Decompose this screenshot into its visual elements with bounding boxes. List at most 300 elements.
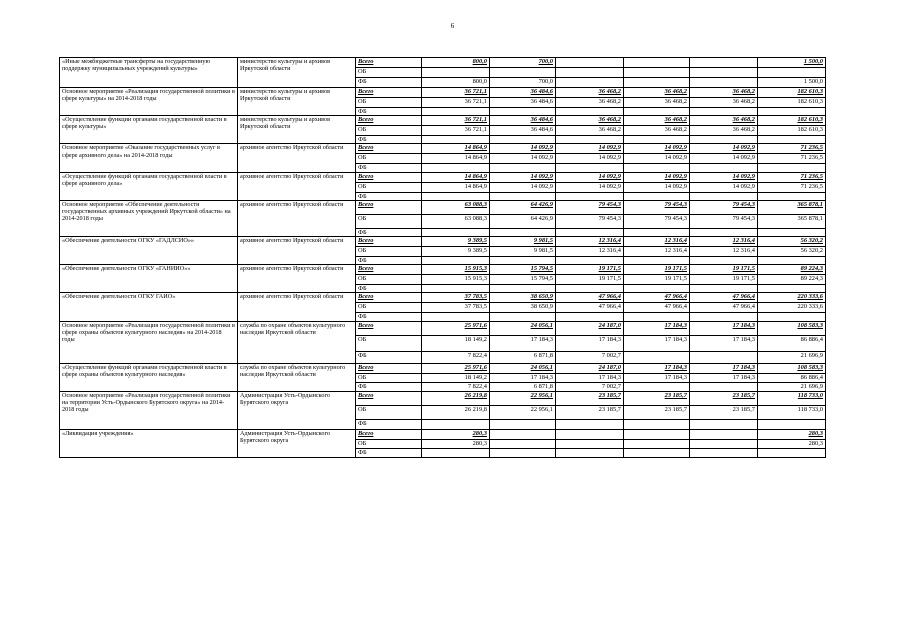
funding-source: ОБ — [356, 247, 422, 257]
funding-source: Всего — [356, 172, 422, 182]
year-amount — [490, 429, 556, 439]
year-amount: 47 966,4 — [690, 303, 758, 313]
year-amount: 63 088,3 — [422, 200, 490, 214]
year-amount: 14 864,9 — [422, 172, 490, 182]
year-amount: 79 454,3 — [556, 200, 624, 214]
year-amount — [556, 108, 624, 116]
year-amount — [690, 164, 758, 172]
year-amount — [690, 257, 758, 265]
funding-source: ОБ — [356, 405, 422, 419]
year-amount — [624, 164, 690, 172]
year-amount — [556, 228, 624, 236]
year-amount: 12 316,4 — [556, 237, 624, 247]
year-amount — [422, 164, 490, 172]
total-amount: 182 610,3 — [758, 88, 826, 98]
funding-source: ФБ — [356, 78, 422, 88]
total-amount: 182 610,3 — [758, 116, 826, 126]
total-amount: 182 610,3 — [758, 126, 826, 136]
year-amount — [422, 228, 490, 236]
total-amount: 118 733,0 — [758, 391, 826, 405]
year-amount: 79 454,3 — [624, 214, 690, 228]
year-amount: 18 149,2 — [422, 373, 490, 382]
year-amount: 36 468,2 — [556, 98, 624, 108]
year-amount: 79 454,3 — [690, 214, 758, 228]
year-amount: 23 185,7 — [690, 405, 758, 419]
total-amount: 71 236,5 — [758, 154, 826, 164]
total-amount: 71 236,5 — [758, 182, 826, 192]
funding-source: ОБ — [356, 68, 422, 78]
total-amount: 280,3 — [758, 439, 826, 448]
funding-source: ОБ — [356, 303, 422, 313]
year-amount: 9 981,5 — [490, 247, 556, 257]
year-amount: 36 721,1 — [422, 116, 490, 126]
activity-name: «Осуществление функций органами государственной власти в сфере охраны объектов культурного наследия» — [60, 363, 238, 391]
year-amount: 17 184,3 — [490, 335, 556, 351]
funding-source: ОБ — [356, 126, 422, 136]
year-amount — [690, 192, 758, 200]
year-amount — [690, 448, 758, 457]
funding-source: ФБ — [356, 419, 422, 429]
year-amount: 79 454,3 — [556, 214, 624, 228]
total-amount — [758, 419, 826, 429]
total-amount: 71 236,5 — [758, 172, 826, 182]
year-amount: 22 956,1 — [490, 391, 556, 405]
year-amount: 23 185,7 — [556, 391, 624, 405]
year-amount — [556, 68, 624, 78]
year-amount: 14 092,9 — [690, 182, 758, 192]
year-amount: 15 915,3 — [422, 265, 490, 275]
year-amount — [624, 68, 690, 78]
total-amount: 118 733,0 — [758, 405, 826, 419]
year-amount: 36 468,2 — [690, 98, 758, 108]
year-amount: 14 864,9 — [422, 144, 490, 154]
funding-source: Всего — [356, 265, 422, 275]
year-amount — [556, 448, 624, 457]
year-amount: 17 184,3 — [624, 363, 690, 373]
table-row-total — [60, 88, 826, 98]
year-amount: 64 426,9 — [490, 200, 556, 214]
year-amount: 18 149,2 — [422, 335, 490, 351]
year-amount: 79 454,3 — [624, 200, 690, 214]
year-amount — [624, 228, 690, 236]
total-amount — [758, 257, 826, 265]
year-amount: 47 966,4 — [690, 293, 758, 303]
year-amount: 17 184,3 — [624, 373, 690, 382]
year-amount: 14 092,9 — [690, 144, 758, 154]
year-amount — [690, 78, 758, 88]
total-amount: 89 224,3 — [758, 265, 826, 275]
year-amount: 19 171,5 — [556, 265, 624, 275]
year-amount: 9 981,5 — [490, 237, 556, 247]
year-amount: 15 794,5 — [490, 275, 556, 285]
year-amount: 25 971,6 — [422, 321, 490, 335]
responsible-executor: служба по охране объектов культурного наследия Иркутской области — [238, 363, 356, 391]
year-amount: 36 468,2 — [556, 116, 624, 126]
year-amount — [624, 58, 690, 68]
total-amount — [758, 228, 826, 236]
year-amount — [490, 164, 556, 172]
total-amount: 21 696,9 — [758, 351, 826, 363]
year-amount: 36 721,1 — [422, 88, 490, 98]
year-amount: 12 316,4 — [624, 237, 690, 247]
responsible-executor: архивное агентство Иркутской области — [238, 144, 356, 172]
year-amount: 14 092,9 — [556, 172, 624, 182]
year-amount: 19 171,5 — [624, 275, 690, 285]
year-amount — [490, 108, 556, 116]
table-row-total — [60, 321, 826, 335]
year-amount: 23 185,7 — [624, 391, 690, 405]
funding-source: ФБ — [356, 228, 422, 236]
year-amount: 36 468,2 — [690, 116, 758, 126]
year-amount — [624, 78, 690, 88]
year-amount: 47 966,4 — [624, 293, 690, 303]
year-amount: 36 468,2 — [624, 88, 690, 98]
year-amount: 24 187,0 — [556, 363, 624, 373]
year-amount: 14 092,9 — [556, 182, 624, 192]
year-amount: 36 468,2 — [624, 116, 690, 126]
year-amount — [624, 439, 690, 448]
year-amount: 36 468,2 — [556, 126, 624, 136]
responsible-executor: архивное агентство Иркутской области — [238, 237, 356, 265]
year-amount: 17 184,3 — [690, 373, 758, 382]
year-amount: 14 092,9 — [624, 154, 690, 164]
year-amount — [624, 285, 690, 293]
year-amount — [556, 429, 624, 439]
year-amount: 14 092,9 — [490, 144, 556, 154]
year-amount: 6 871,8 — [490, 351, 556, 363]
year-amount — [624, 192, 690, 200]
total-amount: 21 696,9 — [758, 382, 826, 391]
year-amount — [556, 136, 624, 144]
total-amount: 1 500,0 — [758, 78, 826, 88]
year-amount: 36 484,6 — [490, 98, 556, 108]
year-amount: 19 171,5 — [556, 275, 624, 285]
table-row-total — [60, 172, 826, 182]
year-amount — [556, 164, 624, 172]
year-amount — [422, 313, 490, 321]
funding-source: ФБ — [356, 351, 422, 363]
funding-source: Всего — [356, 429, 422, 439]
year-amount: 17 184,3 — [624, 335, 690, 351]
table-row-total — [60, 144, 826, 154]
responsible-executor: служба по охране объектов культурного наследия Иркутской области — [238, 321, 356, 363]
year-amount: 7 822,4 — [422, 351, 490, 363]
year-amount: 47 966,4 — [556, 303, 624, 313]
year-amount — [624, 313, 690, 321]
year-amount: 38 650,9 — [490, 303, 556, 313]
year-amount — [422, 136, 490, 144]
year-amount — [624, 136, 690, 144]
activity-name: Основное мероприятие «Оказание государственных услуг в сфере архивного дела» на 2014-2018 годы — [60, 144, 238, 172]
total-amount: 220 333,6 — [758, 303, 826, 313]
year-amount: 36 484,6 — [490, 88, 556, 98]
year-amount — [556, 58, 624, 68]
funding-source: Всего — [356, 200, 422, 214]
funding-source: ОБ — [356, 335, 422, 351]
table-row-total — [60, 58, 826, 68]
funding-source: ФБ — [356, 108, 422, 116]
year-amount: 14 092,9 — [624, 182, 690, 192]
activity-name: «Иные межбюджетные трансферты на государственную поддержку муниципальных учреждений культуры» — [60, 58, 238, 88]
year-amount: 6 871,8 — [490, 382, 556, 391]
year-amount — [490, 419, 556, 429]
year-amount: 37 783,5 — [422, 303, 490, 313]
total-amount — [758, 448, 826, 457]
year-amount — [690, 382, 758, 391]
funding-source: ФБ — [356, 313, 422, 321]
year-amount: 17 184,3 — [490, 373, 556, 382]
budget-table — [59, 57, 826, 458]
total-amount: 220 333,6 — [758, 293, 826, 303]
table-row-total — [60, 363, 826, 373]
year-amount: 14 864,9 — [422, 182, 490, 192]
activity-name: Основное мероприятие «Реализация государственной политики в сфере охраны объектов культурного наследия» на 2014-2018 годы — [60, 321, 238, 363]
funding-source: ФБ — [356, 136, 422, 144]
year-amount: 280,3 — [422, 439, 490, 448]
funding-source: Всего — [356, 88, 422, 98]
year-amount — [556, 192, 624, 200]
year-amount: 36 468,2 — [624, 126, 690, 136]
year-amount — [490, 439, 556, 448]
responsible-executor: архивное агентство Иркутской области — [238, 172, 356, 200]
table-row-total — [60, 265, 826, 275]
table-row-total — [60, 200, 826, 214]
year-amount — [690, 68, 758, 78]
year-amount: 14 092,9 — [490, 154, 556, 164]
year-amount: 14 092,9 — [556, 154, 624, 164]
total-amount: 365 878,1 — [758, 214, 826, 228]
responsible-executor: архивное агентство Иркутской области — [238, 200, 356, 236]
year-amount: 800,0 — [422, 78, 490, 88]
year-amount: 14 092,9 — [690, 172, 758, 182]
table-row-total — [60, 237, 826, 247]
total-amount: 56 320,2 — [758, 247, 826, 257]
activity-name: «Обеспечение деятельности ОГКУ «ГАДЛСИО»» — [60, 237, 238, 265]
total-amount: 56 320,2 — [758, 237, 826, 247]
year-amount — [690, 419, 758, 429]
year-amount: 14 092,9 — [624, 172, 690, 182]
year-amount — [490, 68, 556, 78]
year-amount: 26 219,8 — [422, 391, 490, 405]
total-amount: 89 224,3 — [758, 275, 826, 285]
funding-source: Всего — [356, 293, 422, 303]
year-amount — [690, 313, 758, 321]
year-amount: 17 184,3 — [556, 373, 624, 382]
year-amount: 23 185,7 — [624, 405, 690, 419]
year-amount — [490, 228, 556, 236]
funding-source: Всего — [356, 391, 422, 405]
funding-source: ФБ — [356, 448, 422, 457]
year-amount: 14 092,9 — [690, 154, 758, 164]
year-amount: 36 468,2 — [624, 98, 690, 108]
year-amount — [422, 192, 490, 200]
total-amount: 365 878,1 — [758, 200, 826, 214]
activity-name: «Обеспечение деятельности ОГКУ «ГАНИИО»» — [60, 265, 238, 293]
funding-source: ОБ — [356, 154, 422, 164]
year-amount: 36 721,1 — [422, 98, 490, 108]
year-amount: 36 468,2 — [556, 88, 624, 98]
year-amount — [490, 448, 556, 457]
year-amount — [422, 285, 490, 293]
responsible-executor: архивное агентство Иркутской области — [238, 265, 356, 293]
year-amount: 23 185,7 — [690, 391, 758, 405]
year-amount: 36 468,2 — [690, 126, 758, 136]
funding-source: ОБ — [356, 98, 422, 108]
year-amount — [690, 285, 758, 293]
year-amount: 12 316,4 — [624, 247, 690, 257]
year-amount: 19 171,5 — [690, 265, 758, 275]
year-amount — [690, 108, 758, 116]
year-amount — [690, 136, 758, 144]
year-amount — [556, 285, 624, 293]
year-amount: 14 092,9 — [490, 182, 556, 192]
year-amount: 14 092,9 — [556, 144, 624, 154]
year-amount: 15 915,3 — [422, 275, 490, 285]
year-amount — [690, 58, 758, 68]
table-row-total — [60, 391, 826, 405]
year-amount — [556, 439, 624, 448]
year-amount: 14 092,9 — [624, 144, 690, 154]
activity-name: «Ликвидация учреждения» — [60, 429, 238, 457]
year-amount — [690, 429, 758, 439]
funding-source: Всего — [356, 58, 422, 68]
total-amount: 86 886,4 — [758, 373, 826, 382]
year-amount: 36 468,2 — [690, 88, 758, 98]
year-amount: 22 956,1 — [490, 405, 556, 419]
year-amount: 280,3 — [422, 429, 490, 439]
year-amount — [624, 351, 690, 363]
page-number: 6 — [450, 22, 455, 30]
funding-source: Всего — [356, 144, 422, 154]
total-amount — [758, 192, 826, 200]
total-amount — [758, 164, 826, 172]
activity-name: «Осуществление функции органами государственной власти в сфере культуры» — [60, 116, 238, 144]
year-amount — [556, 257, 624, 265]
activity-name: «Осуществление функций органами государственной власти в сфере архивного дела» — [60, 172, 238, 200]
year-amount — [624, 429, 690, 439]
total-amount — [758, 68, 826, 78]
year-amount: 17 184,3 — [624, 321, 690, 335]
year-amount: 700,0 — [490, 58, 556, 68]
year-amount — [490, 313, 556, 321]
year-amount: 9 389,5 — [422, 237, 490, 247]
year-amount — [556, 419, 624, 429]
year-amount: 38 650,9 — [490, 293, 556, 303]
year-amount: 12 316,4 — [690, 237, 758, 247]
year-amount: 24 056,1 — [490, 363, 556, 373]
year-amount — [690, 228, 758, 236]
year-amount: 17 184,3 — [690, 363, 758, 373]
responsible-executor: Администрация Усть-Ордынского Бурятского округа — [238, 429, 356, 457]
total-amount: 280,3 — [758, 429, 826, 439]
year-amount: 7 002,7 — [556, 351, 624, 363]
year-amount: 14 092,9 — [490, 172, 556, 182]
year-amount: 23 185,7 — [556, 405, 624, 419]
year-amount — [422, 448, 490, 457]
year-amount — [422, 257, 490, 265]
funding-source: ОБ — [356, 439, 422, 448]
total-amount: 1 500,0 — [758, 58, 826, 68]
total-amount — [758, 108, 826, 116]
year-amount — [422, 108, 490, 116]
responsible-executor: Администрация Усть-Ордынского Бурятского округа — [238, 391, 356, 429]
year-amount: 36 484,6 — [490, 116, 556, 126]
year-amount: 17 184,3 — [690, 321, 758, 335]
total-amount — [758, 136, 826, 144]
funding-source: Всего — [356, 321, 422, 335]
funding-source: Всего — [356, 237, 422, 247]
activity-name: «Обеспечение деятельности ОГКУ ГАИО» — [60, 293, 238, 321]
year-amount: 25 971,6 — [422, 363, 490, 373]
table-row-total — [60, 429, 826, 439]
year-amount — [490, 257, 556, 265]
year-amount — [490, 192, 556, 200]
responsible-executor: министерство культуры и архивов Иркутской области — [238, 58, 356, 88]
year-amount: 26 219,8 — [422, 405, 490, 419]
funding-source: Всего — [356, 363, 422, 373]
year-amount: 47 966,4 — [556, 293, 624, 303]
activity-name: Основное мероприятие «Реализация государственной политики в сфере культуры» на 2014-2018 годы — [60, 88, 238, 116]
year-amount: 17 184,3 — [690, 335, 758, 351]
year-amount: 14 864,9 — [422, 154, 490, 164]
year-amount: 15 794,5 — [490, 265, 556, 275]
year-amount: 12 316,4 — [690, 247, 758, 257]
funding-source: ОБ — [356, 275, 422, 285]
year-amount — [624, 419, 690, 429]
year-amount: 7 002,7 — [556, 382, 624, 391]
total-amount: 86 886,4 — [758, 335, 826, 351]
year-amount: 17 184,3 — [556, 335, 624, 351]
total-amount: 71 236,5 — [758, 144, 826, 154]
year-amount: 12 316,4 — [556, 247, 624, 257]
year-amount — [490, 285, 556, 293]
year-amount — [490, 136, 556, 144]
year-amount — [422, 68, 490, 78]
funding-source: ФБ — [356, 164, 422, 172]
year-amount: 36 484,6 — [490, 126, 556, 136]
year-amount: 700,0 — [490, 78, 556, 88]
year-amount: 63 088,3 — [422, 214, 490, 228]
year-amount: 79 454,3 — [690, 200, 758, 214]
responsible-executor: архивное агентство Иркутской области — [238, 293, 356, 321]
funding-source: ОБ — [356, 373, 422, 382]
year-amount: 64 426,9 — [490, 214, 556, 228]
year-amount — [556, 313, 624, 321]
total-amount — [758, 313, 826, 321]
year-amount — [624, 108, 690, 116]
year-amount: 47 966,4 — [624, 303, 690, 313]
funding-source: ФБ — [356, 382, 422, 391]
funding-source: ФБ — [356, 192, 422, 200]
year-amount — [624, 257, 690, 265]
total-amount: 108 583,3 — [758, 363, 826, 373]
year-amount: 36 721,1 — [422, 126, 490, 136]
funding-source: ОБ — [356, 182, 422, 192]
activity-name: Основное мероприятие «Обеспечение деятельности государственных архивных учреждений Иркутской области» на 2014-2018 годы — [60, 200, 238, 236]
table-row-total — [60, 293, 826, 303]
year-amount — [690, 351, 758, 363]
total-amount: 108 583,3 — [758, 321, 826, 335]
funding-source: ФБ — [356, 285, 422, 293]
total-amount — [758, 285, 826, 293]
activity-name: Основное мероприятие «Реализация государственной политики на территории Усть-Ордынского Бурятского округа» на 2014-2018 годы — [60, 391, 238, 429]
funding-source: Всего — [356, 116, 422, 126]
year-amount: 800,0 — [422, 58, 490, 68]
year-amount — [690, 439, 758, 448]
year-amount: 19 171,5 — [624, 265, 690, 275]
responsible-executor: министерство культуры и архивов Иркутской области — [238, 116, 356, 144]
year-amount: 24 056,1 — [490, 321, 556, 335]
